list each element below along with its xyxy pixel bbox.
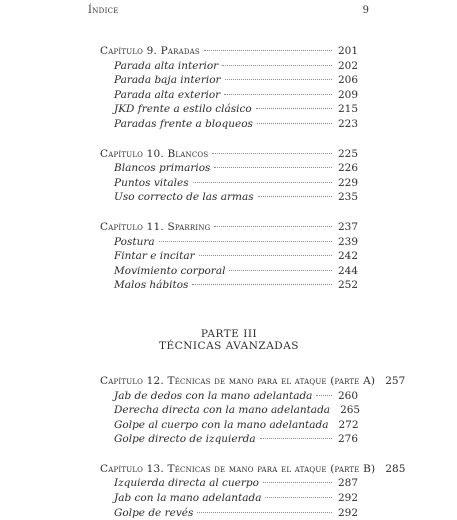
leader-dots [199,255,332,256]
section-title: JKD frente a estilo clásico [114,103,252,116]
leader-dots [316,395,332,396]
page-number: 239 [337,235,358,248]
leader-dots [256,108,332,109]
page-number: 292 [337,506,358,519]
leader-dots [197,512,332,513]
chapter-title: Capítulo 12. Técnicas de mano para el ataque (parte A) [100,374,376,387]
toc-section-entry [100,264,358,279]
toc-chapter-entry [100,147,358,162]
section-title: Movimiento corporal [114,264,226,277]
running-header [88,5,369,17]
toc-chapter-12 [100,374,406,447]
section-title: Puntos vitales [114,176,189,189]
section-title: Golpe directo de izquierda [114,433,256,446]
toc-chapter-entry [100,462,406,477]
leader-dots [258,196,332,197]
toc-section-entry [100,389,358,404]
leader-dots [229,270,332,271]
page-number: 244 [337,264,358,277]
section-title: Golpe al cuerpo con la mano adelantada [114,418,329,431]
section-title: Parada alta exterior [114,88,221,101]
leader-dots [204,50,332,51]
leader-dots [260,438,332,439]
toc-section-entry [100,403,361,418]
page-number: 206 [337,74,358,87]
leader-dots [265,497,331,498]
page-number: 252 [337,279,358,292]
section-title: Postura [114,235,155,248]
part-heading [100,328,358,352]
leader-dots [192,284,332,285]
page-number: 209 [337,88,358,101]
chapter-title: Capítulo 13. Técnicas de mano para el ataque (parte B) [100,462,376,475]
leader-dots [214,167,332,168]
page-number: 237 [337,220,358,233]
leader-dots [263,482,332,483]
toc-section-entry [100,278,358,293]
page-number: 226 [337,162,358,175]
leader-dots [225,79,332,80]
toc-section-entry [100,59,358,74]
header-page-number: 9 [362,5,369,16]
page-number: 285 [385,462,406,475]
toc-section-entry [100,117,358,132]
part-label: PARTE III [200,327,258,340]
page-number: 287 [337,477,358,490]
toc-chapter-entry [100,220,358,235]
section-title: Fintar e incitar [114,250,195,263]
page-number: 257 [385,374,406,387]
section-title: Derecha directa con la mano adelantada [114,404,331,417]
part-title: TÉCNICAS AVANZADAS [159,339,299,352]
page-number: 225 [337,147,358,160]
page-number: 242 [337,250,358,263]
leader-dots [224,94,332,95]
toc-chapter-11 [100,220,358,293]
section-title: Parada alta interior [114,59,219,72]
page-number: 276 [337,433,358,446]
section-title: Jab de dedos con la mano adelantada [114,389,313,402]
page-number: 265 [340,404,361,417]
page-number: 229 [337,176,358,189]
section-title: Malos hábitos [114,279,189,292]
toc-section-entry [100,190,358,205]
toc-section-entry [100,176,358,191]
section-title: Uso correcto de las armas [114,191,254,204]
section-title: Paradas frente a bloqueos [114,117,253,130]
section-title: Blancos primarios [114,162,211,175]
page-number: 215 [337,103,358,116]
toc-chapter-13 [100,462,406,520]
toc-chapter-10 [100,147,358,205]
page-number: 202 [337,59,358,72]
toc-section-entry [100,491,358,506]
leader-dots [257,123,332,124]
toc-section-entry [100,476,358,491]
toc-chapter-9 [100,44,358,132]
toc-section-entry [100,506,358,520]
chapter-title: Capítulo 10. Blancos [100,147,209,160]
leader-dots [193,182,332,183]
toc-section-entry [100,88,358,103]
toc-chapter-entry [100,374,406,389]
leader-dots [214,226,332,227]
leader-dots [212,153,332,154]
toc-chapter-entry [100,44,358,59]
header-section-title: Índice [88,5,119,16]
page-number: 201 [337,45,358,57]
section-title: Parada baja interior [114,74,221,87]
section-title: Izquierda directa al cuerpo [114,477,259,490]
section-title: Golpe de revés [114,506,194,519]
page-number: 260 [337,389,358,402]
toc-section-entry [100,161,358,176]
toc-section-entry [100,73,358,88]
table-of-contents [100,44,406,520]
chapter-title: Capítulo 11. Sparring [100,220,211,233]
section-title: Jab con la mano adelantada [114,492,262,505]
chapter-title: Capítulo 9. Paradas [100,45,200,57]
toc-section-entry [100,249,358,264]
toc-section-entry [100,432,358,447]
leader-dots [222,65,332,66]
toc-section-entry [100,235,358,250]
page-number: 235 [337,191,358,204]
toc-section-entry [100,418,358,433]
page-number: 223 [337,117,358,130]
toc-section-entry [100,102,358,117]
page-number: 292 [337,492,358,505]
leader-dots [159,241,332,242]
page-number: 272 [338,418,359,431]
